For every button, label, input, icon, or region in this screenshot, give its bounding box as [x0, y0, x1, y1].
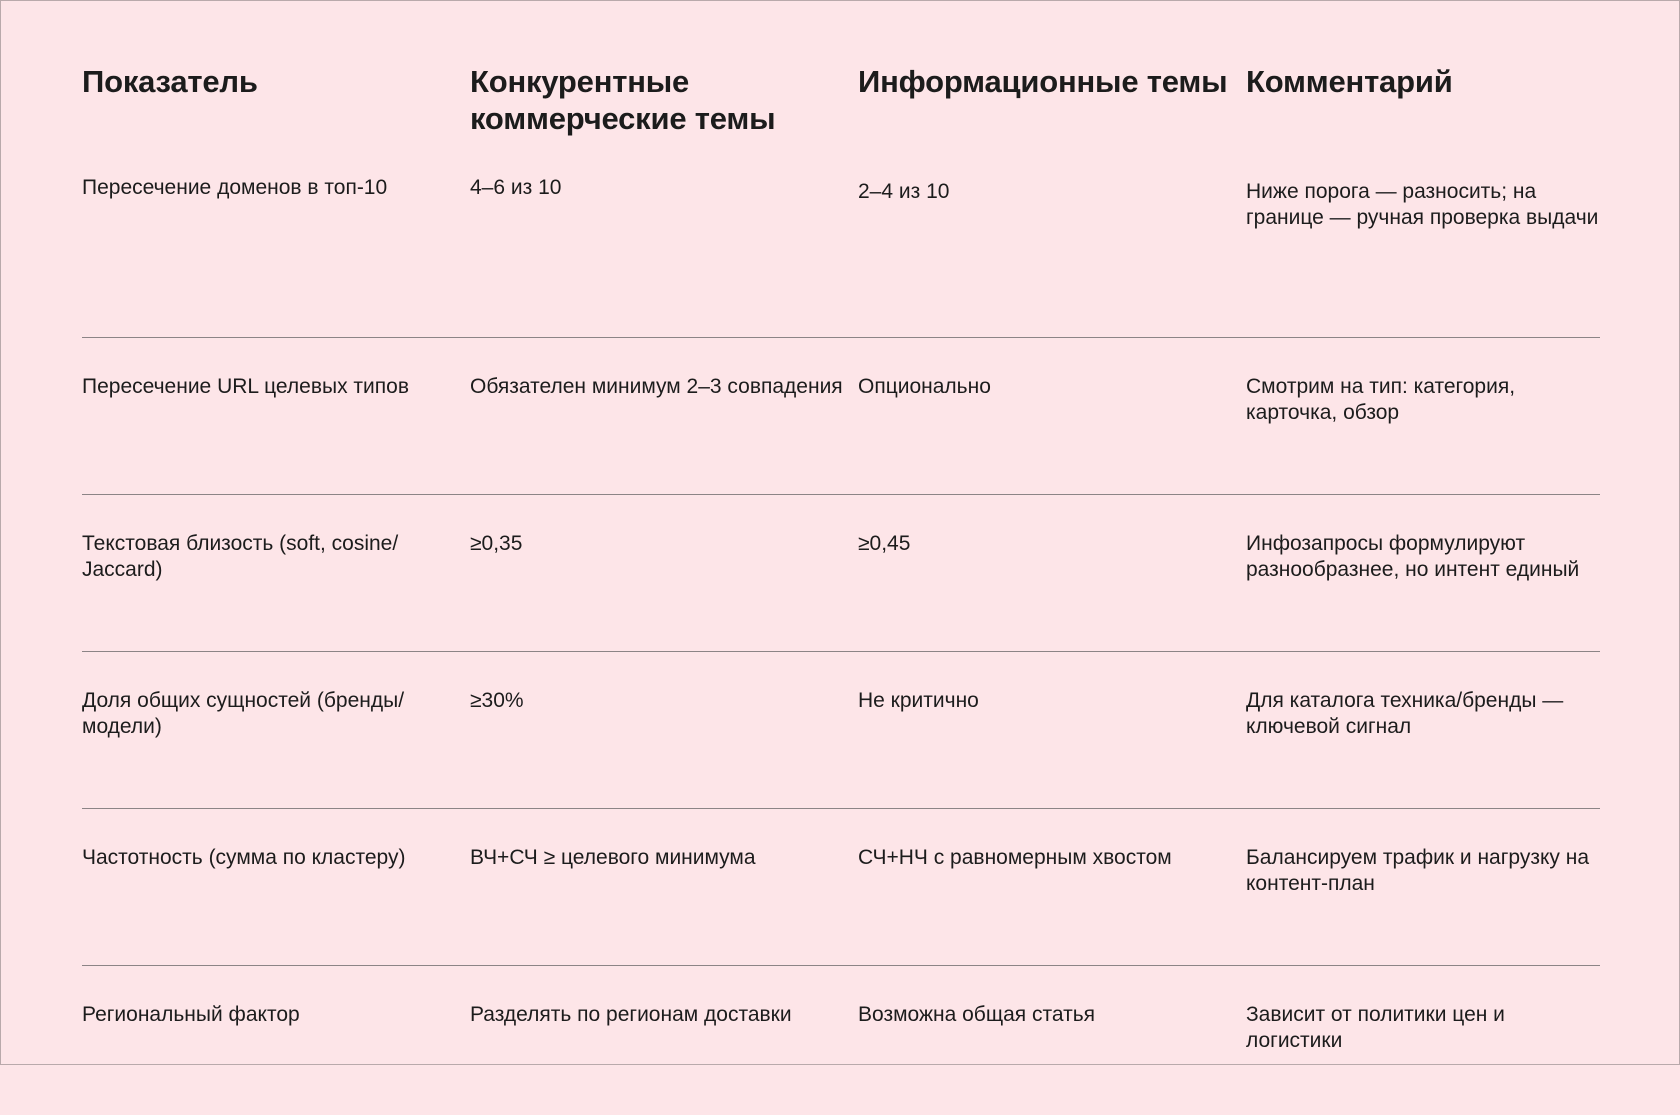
cell-indicator: Текстовая близость (soft, cosine/ Jaccard) [82, 532, 399, 581]
cell-informational: Возможна общая статья [858, 1003, 1096, 1026]
table-row [82, 494, 1600, 651]
cell-indicator: Частотность (сумма по кластеру) [82, 846, 406, 869]
cell-indicator: Доля общих сущностей (бренды/ модели) [82, 689, 405, 738]
table-header [82, 63, 1600, 175]
table-row [82, 808, 1600, 965]
cell-comment: Балансируем трафик и нагрузку на контент-план [1246, 846, 1589, 895]
cell-commercial: ≥0,35 [470, 532, 523, 555]
cell-informational: 2–4 из 10 [858, 180, 950, 203]
header-indicator: Показатель [82, 64, 258, 99]
table-row [82, 337, 1600, 494]
criteria-table [82, 63, 1600, 1115]
cell-informational: Опционально [858, 375, 991, 398]
header-comment: Комментарий [1246, 64, 1453, 99]
cell-commercial: Обязателен минимум 2–3 совпадения [470, 375, 843, 398]
cell-indicator: Пересечение URL целевых типов [82, 375, 409, 398]
cell-comment: Инфозапросы формулируют разнообразнее, но интент единый [1246, 532, 1580, 581]
cell-commercial: ВЧ+СЧ ≥ целевого минимума [470, 846, 756, 869]
header-commercial-topics: Конкурентные коммерческие темы [470, 64, 776, 136]
header-informational-topics: Информационные темы [858, 64, 1228, 99]
cell-informational: ≥0,45 [858, 532, 911, 555]
cell-commercial: ≥30% [470, 689, 524, 712]
cell-comment: Зависит от политики цен и логистики [1246, 1003, 1505, 1052]
cell-comment: Для каталога техника/бренды — ключевой сигнал [1246, 689, 1564, 738]
table-row [82, 175, 1600, 337]
cell-comment: Смотрим на тип: категория, карточка, обзор [1246, 375, 1516, 424]
cell-informational: Не критично [858, 689, 979, 712]
table-row [82, 651, 1600, 808]
table-row [82, 965, 1600, 1115]
cell-informational: СЧ+НЧ с равномерным хвостом [858, 846, 1172, 869]
cell-comment: Ниже порога — разносить; на границе — ручная проверка выдачи [1246, 180, 1599, 229]
cell-indicator: Пересечение доменов в топ-10 [82, 176, 388, 199]
cell-indicator: Региональный фактор [82, 1003, 300, 1026]
cell-commercial: Разделять по регионам доставки [470, 1003, 792, 1026]
cell-commercial: 4–6 из 10 [470, 176, 562, 199]
